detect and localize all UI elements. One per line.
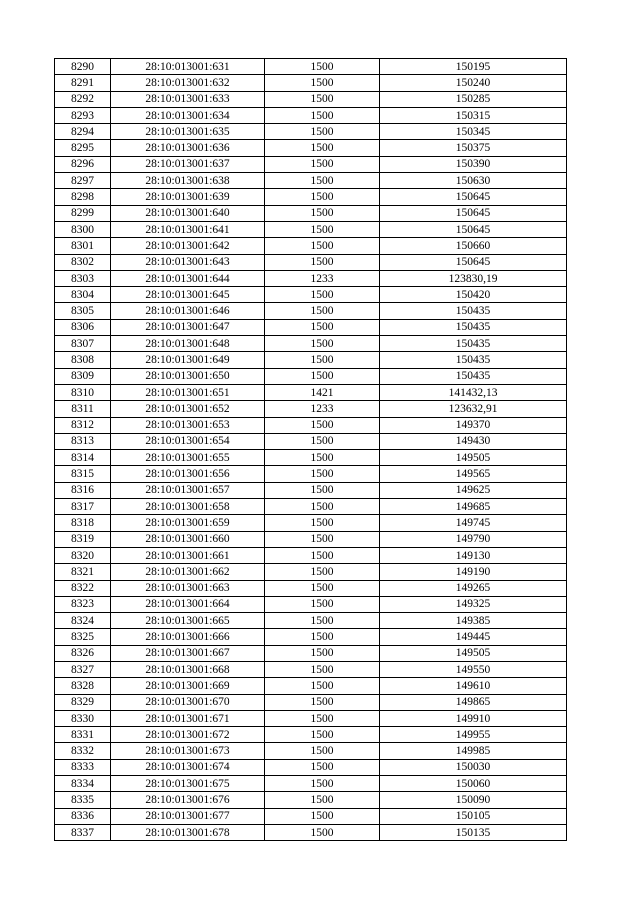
value-cell: 150105	[380, 808, 567, 824]
row-number-cell: 8326	[55, 645, 111, 661]
area-cell: 1500	[265, 303, 380, 319]
table-row	[55, 678, 567, 694]
area-cell: 1500	[265, 75, 380, 91]
row-number-cell: 8325	[55, 629, 111, 645]
table-row	[55, 91, 567, 107]
table-row	[55, 433, 567, 449]
value-cell: 150060	[380, 776, 567, 792]
value-cell: 149610	[380, 678, 567, 694]
value-cell: 150435	[380, 352, 567, 368]
cadastral-number-cell: 28:10:013001:659	[111, 515, 265, 531]
cadastral-number-cell: 28:10:013001:663	[111, 580, 265, 596]
table-row	[55, 352, 567, 368]
cadastral-number-cell: 28:10:013001:670	[111, 694, 265, 710]
cadastral-number-cell: 28:10:013001:673	[111, 743, 265, 759]
cadastral-number-cell: 28:10:013001:665	[111, 613, 265, 629]
row-number-cell: 8334	[55, 776, 111, 792]
cadastral-number-cell: 28:10:013001:656	[111, 466, 265, 482]
cadastral-number-cell: 28:10:013001:645	[111, 287, 265, 303]
value-cell: 149190	[380, 564, 567, 580]
value-cell: 150645	[380, 221, 567, 237]
cadastral-number-cell: 28:10:013001:643	[111, 254, 265, 270]
cadastral-number-cell: 28:10:013001:634	[111, 107, 265, 123]
value-cell: 149865	[380, 694, 567, 710]
row-number-cell: 8316	[55, 482, 111, 498]
table-row	[55, 417, 567, 433]
table-row	[55, 727, 567, 743]
table-row	[55, 156, 567, 172]
table-row	[55, 629, 567, 645]
area-cell: 1500	[265, 596, 380, 612]
area-cell: 1500	[265, 531, 380, 547]
cadastral-number-cell: 28:10:013001:650	[111, 368, 265, 384]
cadastral-number-cell: 28:10:013001:658	[111, 499, 265, 515]
cadastral-number-cell: 28:10:013001:639	[111, 189, 265, 205]
row-number-cell: 8314	[55, 450, 111, 466]
row-number-cell: 8310	[55, 384, 111, 400]
cadastral-number-cell: 28:10:013001:638	[111, 173, 265, 189]
area-cell: 1500	[265, 189, 380, 205]
cadastral-number-cell: 28:10:013001:644	[111, 270, 265, 286]
row-number-cell: 8317	[55, 499, 111, 515]
area-cell: 1500	[265, 319, 380, 335]
row-number-cell: 8305	[55, 303, 111, 319]
table-row	[55, 140, 567, 156]
row-number-cell: 8320	[55, 547, 111, 563]
row-number-cell: 8318	[55, 515, 111, 531]
cadastral-number-cell: 28:10:013001:657	[111, 482, 265, 498]
table-row	[55, 776, 567, 792]
area-cell: 1500	[265, 173, 380, 189]
area-cell: 1500	[265, 352, 380, 368]
row-number-cell: 8321	[55, 564, 111, 580]
row-number-cell: 8324	[55, 613, 111, 629]
table-row	[55, 759, 567, 775]
value-cell: 149430	[380, 433, 567, 449]
row-number-cell: 8291	[55, 75, 111, 91]
value-cell: 149130	[380, 547, 567, 563]
value-cell: 149385	[380, 613, 567, 629]
value-cell: 149265	[380, 580, 567, 596]
value-cell: 123830,19	[380, 270, 567, 286]
area-cell: 1500	[265, 107, 380, 123]
value-cell: 149745	[380, 515, 567, 531]
area-cell: 1500	[265, 661, 380, 677]
area-cell: 1500	[265, 205, 380, 221]
value-cell: 150030	[380, 759, 567, 775]
cadastral-number-cell: 28:10:013001:633	[111, 91, 265, 107]
table-row	[55, 580, 567, 596]
value-cell: 150645	[380, 189, 567, 205]
area-cell: 1500	[265, 336, 380, 352]
value-cell: 149445	[380, 629, 567, 645]
cadastral-number-cell: 28:10:013001:632	[111, 75, 265, 91]
value-cell: 150435	[380, 303, 567, 319]
row-number-cell: 8296	[55, 156, 111, 172]
table-row	[55, 824, 567, 840]
row-number-cell: 8304	[55, 287, 111, 303]
value-cell: 150240	[380, 75, 567, 91]
value-cell: 150285	[380, 91, 567, 107]
table-row	[55, 75, 567, 91]
row-number-cell: 8303	[55, 270, 111, 286]
value-cell: 149625	[380, 482, 567, 498]
table-row	[55, 368, 567, 384]
cadastral-number-cell: 28:10:013001:655	[111, 450, 265, 466]
cadastral-number-cell: 28:10:013001:677	[111, 808, 265, 824]
value-cell: 149565	[380, 466, 567, 482]
cadastral-number-cell: 28:10:013001:674	[111, 759, 265, 775]
table-body	[55, 59, 567, 841]
area-cell: 1500	[265, 124, 380, 140]
area-cell: 1233	[265, 270, 380, 286]
area-cell: 1421	[265, 384, 380, 400]
cadastral-number-cell: 28:10:013001:646	[111, 303, 265, 319]
area-cell: 1500	[265, 417, 380, 433]
value-cell: 150645	[380, 254, 567, 270]
row-number-cell: 8311	[55, 401, 111, 417]
value-cell: 149370	[380, 417, 567, 433]
value-cell: 150390	[380, 156, 567, 172]
row-number-cell: 8313	[55, 433, 111, 449]
area-cell: 1500	[265, 140, 380, 156]
area-cell: 1500	[265, 254, 380, 270]
area-cell: 1500	[265, 613, 380, 629]
value-cell: 150090	[380, 792, 567, 808]
row-number-cell: 8315	[55, 466, 111, 482]
value-cell: 150195	[380, 59, 567, 75]
area-cell: 1500	[265, 238, 380, 254]
table-row	[55, 531, 567, 547]
value-cell: 150435	[380, 336, 567, 352]
value-cell: 141432,13	[380, 384, 567, 400]
table-row	[55, 694, 567, 710]
area-cell: 1500	[265, 629, 380, 645]
cadastral-number-cell: 28:10:013001:654	[111, 433, 265, 449]
row-number-cell: 8307	[55, 336, 111, 352]
area-cell: 1500	[265, 499, 380, 515]
table-row	[55, 499, 567, 515]
value-cell: 149325	[380, 596, 567, 612]
row-number-cell: 8293	[55, 107, 111, 123]
table-row	[55, 645, 567, 661]
value-cell: 150660	[380, 238, 567, 254]
area-cell: 1500	[265, 645, 380, 661]
cadastral-number-cell: 28:10:013001:675	[111, 776, 265, 792]
table-row	[55, 466, 567, 482]
area-cell: 1500	[265, 368, 380, 384]
cadastral-number-cell: 28:10:013001:666	[111, 629, 265, 645]
area-cell: 1500	[265, 580, 380, 596]
area-cell: 1500	[265, 776, 380, 792]
cadastral-number-cell: 28:10:013001:641	[111, 221, 265, 237]
value-cell: 149550	[380, 661, 567, 677]
table-row	[55, 107, 567, 123]
area-cell: 1500	[265, 433, 380, 449]
cadastral-number-cell: 28:10:013001:668	[111, 661, 265, 677]
row-number-cell: 8300	[55, 221, 111, 237]
table-row	[55, 482, 567, 498]
area-cell: 1500	[265, 694, 380, 710]
row-number-cell: 8308	[55, 352, 111, 368]
area-cell: 1500	[265, 727, 380, 743]
row-number-cell: 8297	[55, 173, 111, 189]
table-row	[55, 661, 567, 677]
row-number-cell: 8330	[55, 710, 111, 726]
cadastral-number-cell: 28:10:013001:651	[111, 384, 265, 400]
area-cell: 1500	[265, 221, 380, 237]
row-number-cell: 8332	[55, 743, 111, 759]
value-cell: 149910	[380, 710, 567, 726]
table-row	[55, 743, 567, 759]
value-cell: 149955	[380, 727, 567, 743]
table-row	[55, 384, 567, 400]
table-row	[55, 336, 567, 352]
value-cell: 150315	[380, 107, 567, 123]
table-row	[55, 173, 567, 189]
area-cell: 1233	[265, 401, 380, 417]
value-cell: 149985	[380, 743, 567, 759]
value-cell: 150135	[380, 824, 567, 840]
cadastral-number-cell: 28:10:013001:660	[111, 531, 265, 547]
row-number-cell: 8319	[55, 531, 111, 547]
area-cell: 1500	[265, 564, 380, 580]
cadastral-number-cell: 28:10:013001:669	[111, 678, 265, 694]
cadastral-number-cell: 28:10:013001:661	[111, 547, 265, 563]
area-cell: 1500	[265, 156, 380, 172]
table-row	[55, 319, 567, 335]
cadastral-number-cell: 28:10:013001:667	[111, 645, 265, 661]
cadastral-number-cell: 28:10:013001:631	[111, 59, 265, 75]
row-number-cell: 8336	[55, 808, 111, 824]
data-table	[54, 58, 567, 841]
row-number-cell: 8309	[55, 368, 111, 384]
cadastral-number-cell: 28:10:013001:637	[111, 156, 265, 172]
table-row	[55, 547, 567, 563]
row-number-cell: 8306	[55, 319, 111, 335]
area-cell: 1500	[265, 287, 380, 303]
value-cell: 123632,91	[380, 401, 567, 417]
row-number-cell: 8298	[55, 189, 111, 205]
cadastral-number-cell: 28:10:013001:648	[111, 336, 265, 352]
row-number-cell: 8335	[55, 792, 111, 808]
row-number-cell: 8299	[55, 205, 111, 221]
cadastral-number-cell: 28:10:013001:636	[111, 140, 265, 156]
row-number-cell: 8333	[55, 759, 111, 775]
area-cell: 1500	[265, 450, 380, 466]
area-cell: 1500	[265, 91, 380, 107]
cadastral-number-cell: 28:10:013001:649	[111, 352, 265, 368]
row-number-cell: 8301	[55, 238, 111, 254]
table-row	[55, 303, 567, 319]
table-row	[55, 287, 567, 303]
cadastral-number-cell: 28:10:013001:653	[111, 417, 265, 433]
value-cell: 149790	[380, 531, 567, 547]
table-row	[55, 613, 567, 629]
value-cell: 150345	[380, 124, 567, 140]
cadastral-number-cell: 28:10:013001:664	[111, 596, 265, 612]
table-row	[55, 450, 567, 466]
cadastral-number-cell: 28:10:013001:652	[111, 401, 265, 417]
area-cell: 1500	[265, 547, 380, 563]
cadastral-number-cell: 28:10:013001:635	[111, 124, 265, 140]
table-row	[55, 189, 567, 205]
table-row	[55, 124, 567, 140]
area-cell: 1500	[265, 743, 380, 759]
cadastral-number-cell: 28:10:013001:676	[111, 792, 265, 808]
row-number-cell: 8290	[55, 59, 111, 75]
row-number-cell: 8295	[55, 140, 111, 156]
row-number-cell: 8312	[55, 417, 111, 433]
table-row	[55, 221, 567, 237]
row-number-cell: 8329	[55, 694, 111, 710]
row-number-cell: 8302	[55, 254, 111, 270]
area-cell: 1500	[265, 482, 380, 498]
area-cell: 1500	[265, 466, 380, 482]
cadastral-number-cell: 28:10:013001:678	[111, 824, 265, 840]
row-number-cell: 8328	[55, 678, 111, 694]
table-row	[55, 792, 567, 808]
area-cell: 1500	[265, 515, 380, 531]
cadastral-number-cell: 28:10:013001:671	[111, 710, 265, 726]
area-cell: 1500	[265, 59, 380, 75]
table-row	[55, 401, 567, 417]
value-cell: 149505	[380, 450, 567, 466]
row-number-cell: 8292	[55, 91, 111, 107]
value-cell: 149685	[380, 499, 567, 515]
value-cell: 150435	[380, 319, 567, 335]
cadastral-number-cell: 28:10:013001:640	[111, 205, 265, 221]
area-cell: 1500	[265, 808, 380, 824]
table-row	[55, 59, 567, 75]
area-cell: 1500	[265, 710, 380, 726]
table-row	[55, 564, 567, 580]
row-number-cell: 8327	[55, 661, 111, 677]
value-cell: 150420	[380, 287, 567, 303]
value-cell: 150435	[380, 368, 567, 384]
area-cell: 1500	[265, 792, 380, 808]
area-cell: 1500	[265, 678, 380, 694]
value-cell: 150645	[380, 205, 567, 221]
row-number-cell: 8322	[55, 580, 111, 596]
area-cell: 1500	[265, 824, 380, 840]
table-row	[55, 205, 567, 221]
cadastral-number-cell: 28:10:013001:642	[111, 238, 265, 254]
table-row	[55, 254, 567, 270]
table-row	[55, 515, 567, 531]
table-row	[55, 238, 567, 254]
row-number-cell: 8323	[55, 596, 111, 612]
table-row	[55, 596, 567, 612]
row-number-cell: 8337	[55, 824, 111, 840]
table-row	[55, 808, 567, 824]
area-cell: 1500	[265, 759, 380, 775]
cadastral-number-cell: 28:10:013001:662	[111, 564, 265, 580]
value-cell: 150375	[380, 140, 567, 156]
value-cell: 149505	[380, 645, 567, 661]
cadastral-number-cell: 28:10:013001:647	[111, 319, 265, 335]
row-number-cell: 8331	[55, 727, 111, 743]
row-number-cell: 8294	[55, 124, 111, 140]
cadastral-number-cell: 28:10:013001:672	[111, 727, 265, 743]
value-cell: 150630	[380, 173, 567, 189]
table-row	[55, 710, 567, 726]
table-row	[55, 270, 567, 286]
